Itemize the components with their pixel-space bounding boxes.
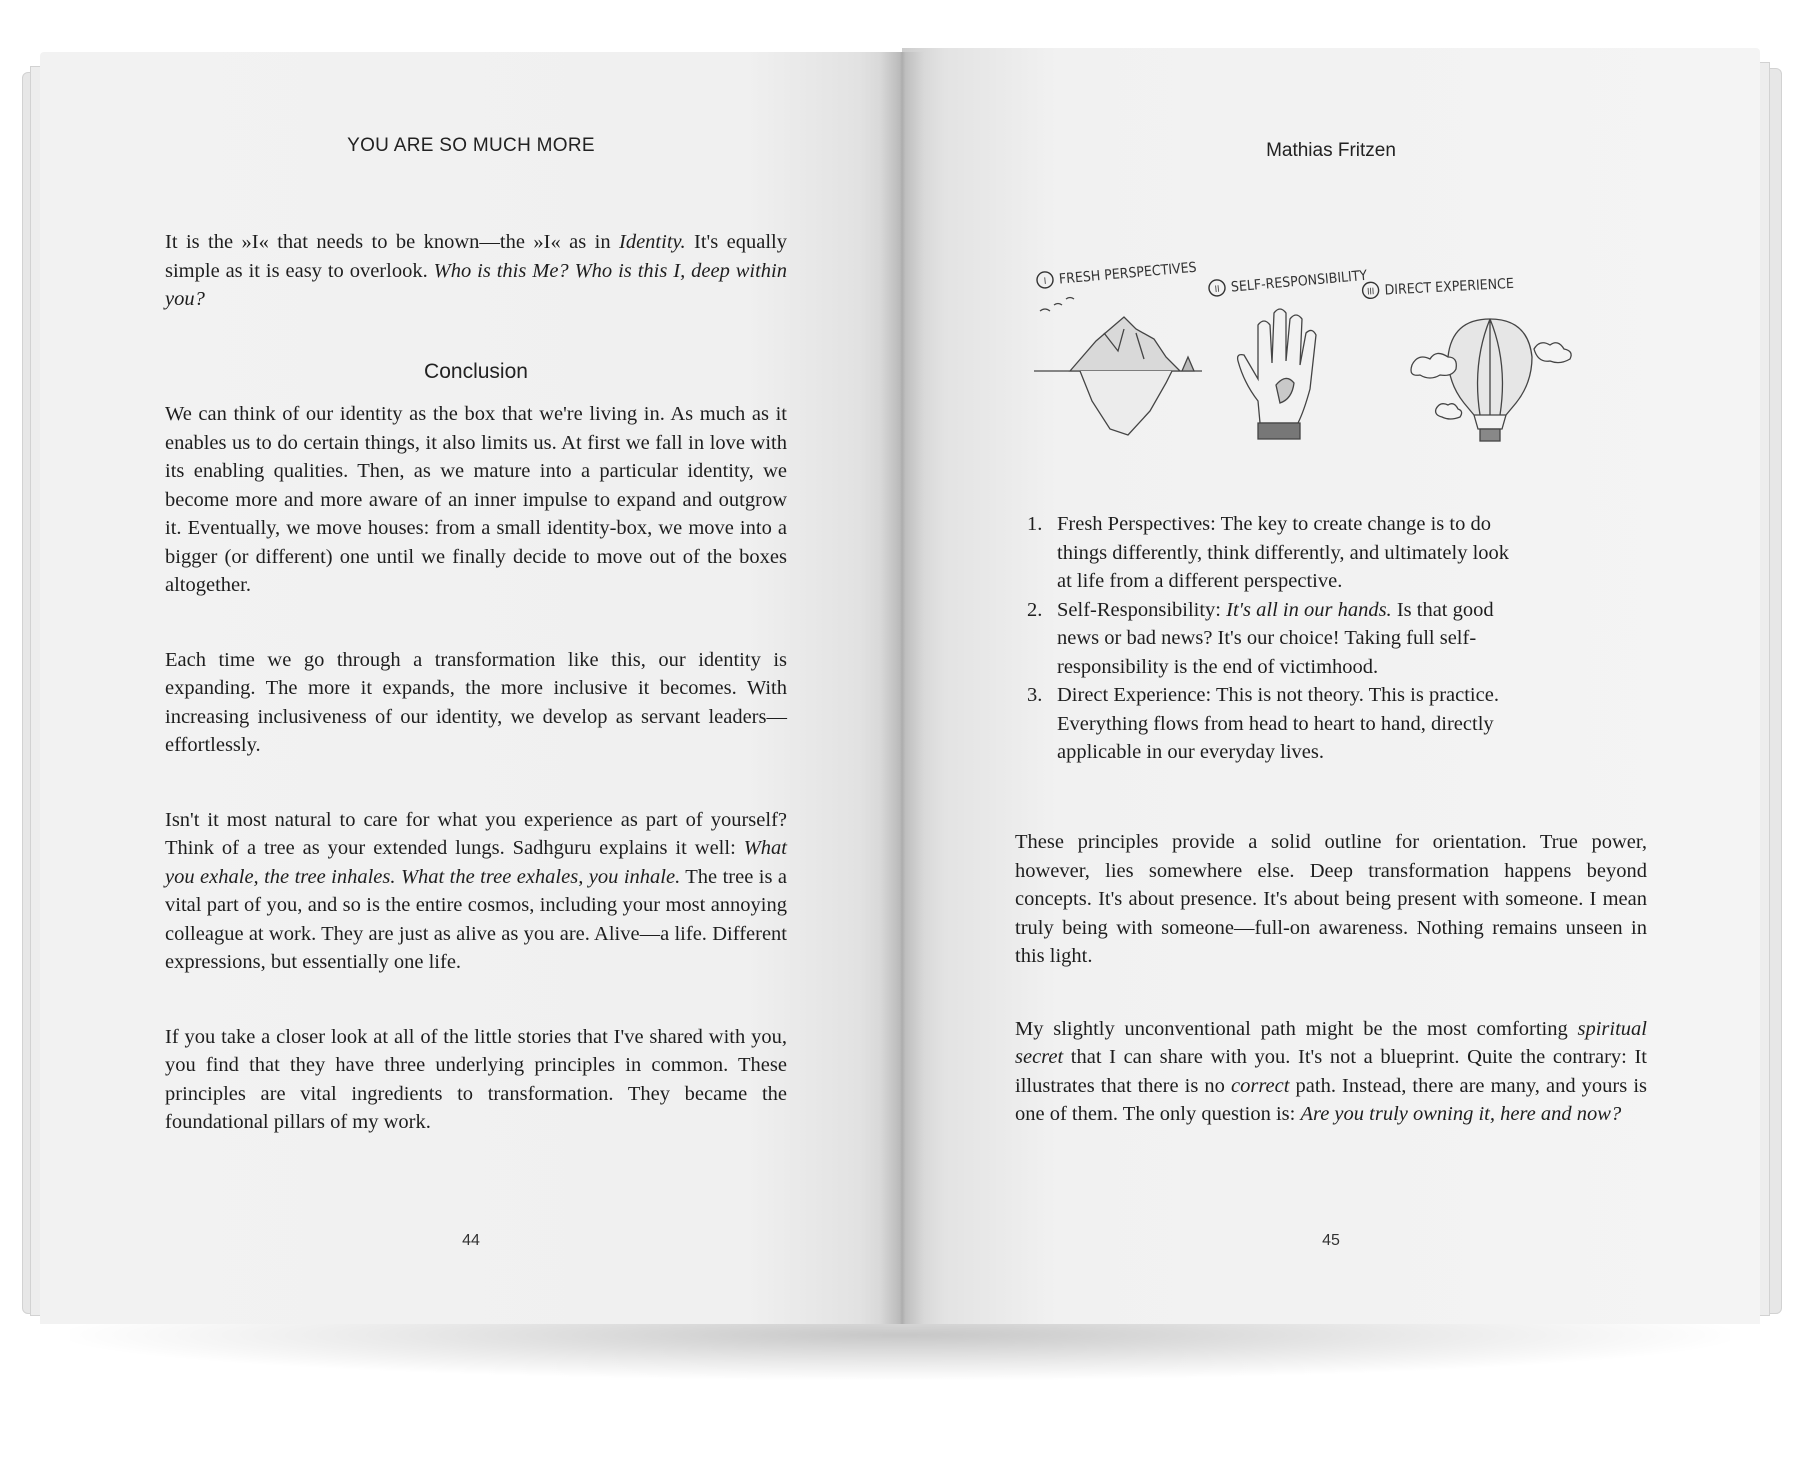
tree-italic-quote: What you exhale, the tree inhales. What the tree exhales, you inhale. bbox=[165, 837, 787, 888]
path-italic-correct: correct bbox=[1231, 1074, 1290, 1097]
label-2-text: SELF-RESPONSIBILITY bbox=[1230, 267, 1368, 296]
intro-italic-question: Who is this Me? Who is this I, deep within you? bbox=[165, 259, 787, 310]
three-principles-illustration bbox=[1032, 233, 1652, 463]
hot-air-balloon-icon bbox=[1411, 319, 1571, 441]
paragraph-principles: If you take a closer look at all of the little stories that I've shared with you, you find that they have three underlying principles in common. These principles are vital ingredients to transformation. They became the foundational pillars of my work. bbox=[165, 1025, 787, 1133]
tree-text-a: Isn't it most natural to care for what you experience as part of yourself? Think of a tree as your extended lungs. Sadhguru explains it well: bbox=[165, 808, 787, 859]
intro-text-c: It's equally simple as it is easy to overlook. bbox=[165, 231, 787, 282]
list-item bbox=[1015, 681, 1525, 767]
list-item-number: 2. bbox=[1027, 598, 1043, 621]
path-text-c: that I can share with you. It's not a blueprint. Quite the contrary: It illustrates that there is no bbox=[1015, 1046, 1647, 1097]
label-3-number: III bbox=[1366, 287, 1375, 298]
label-fresh-perspectives bbox=[1036, 259, 1197, 290]
label-1-number: I bbox=[1043, 276, 1047, 287]
label-direct-experience bbox=[1362, 275, 1514, 300]
label-3-text: DIRECT EXPERIENCE bbox=[1384, 275, 1515, 299]
label-2-number: II bbox=[1214, 284, 1220, 296]
running-head-left: YOU ARE SO MUCH MORE bbox=[347, 135, 595, 156]
list-item-text: Direct Experience: This is not theory. This is practice. Everything flows from head to heart to hand, directly applicable in our everyday lives. bbox=[1057, 684, 1499, 763]
page-number-right: 45 bbox=[1322, 1232, 1340, 1249]
path-italic-question: Are you truly owning it, here and now? bbox=[1300, 1103, 1622, 1125]
paragraph-transformation: Each time we go through a transformation like this, our identity is expanding. The more it expands, the more inclusive it becomes. With increasing inclusiveness of our identity, we develop as servant leaders—effortlessly. bbox=[165, 648, 787, 756]
book-gutter bbox=[880, 52, 924, 1324]
list-item-text-c: Is that good news or bad news? It's our choice! Taking full self-responsibility is the end of victimhood. bbox=[1057, 598, 1494, 678]
path-text-a: My slightly unconventional path might be the most comforting bbox=[1015, 1017, 1578, 1040]
list-item bbox=[1015, 510, 1525, 596]
list-item-text: Fresh Perspectives: The key to create change is to do things differently, think differently, and ultimately look at life from a different perspective. bbox=[1057, 513, 1510, 592]
list-item-text: Self-Responsibility: bbox=[1057, 598, 1227, 621]
paragraph-identity-box: We can think of our identity as the box that we're living in. As much as it enables us to do certain things, it also limits us. At first we fall in love with its enabling qualities. Then, as we mature into a particular identity, we become more and more aware of an inner impulse to expand and outgrow it. Eventually, we move houses: from a small identity-box, we move into a bigger (or different) one until we finally decide to move out of the boxes altogether. bbox=[165, 403, 787, 596]
path-italic-spiritual-secret: spiritual secret bbox=[1015, 1017, 1647, 1068]
list-item bbox=[1015, 596, 1525, 682]
principles-list bbox=[1015, 510, 1525, 767]
label-self-responsibility bbox=[1208, 267, 1368, 298]
hand-icon bbox=[1238, 309, 1316, 439]
list-item-number: 1. bbox=[1027, 513, 1043, 535]
paragraph-tree bbox=[165, 806, 787, 977]
list-item-italic: It's all in our hands. bbox=[1226, 598, 1392, 621]
right-page-body bbox=[1015, 828, 1647, 1175]
left-page bbox=[40, 52, 902, 1324]
intro-text-a: It is the »I« that needs to be known—the »I« as in bbox=[165, 231, 619, 253]
paragraph-presence: These principles provide a solid outline for orientation. True power, however, lies somewhere else. Deep transformation happens beyond concepts. It's about presence. It's about being present with someone. I mean truly being with someone—full-on awareness. Nothing remains unseen in this light. bbox=[1015, 831, 1647, 967]
running-head-right: Mathias Fritzen bbox=[1266, 140, 1396, 161]
right-page bbox=[902, 48, 1760, 1324]
list-item-number: 3. bbox=[1027, 684, 1043, 706]
intro-paragraph bbox=[165, 228, 787, 314]
conclusion-heading: Conclusion bbox=[424, 359, 528, 383]
tree-text-c: The tree is a vital part of you, and so is the entire cosmos, including your most annoying colleague at work. They are just as alive as you are. Alive—a life. Different expressions, but essentially one life. bbox=[165, 865, 787, 973]
path-text-e: path. Instead, there are many, and yours is one of them. The only question is: bbox=[1015, 1074, 1647, 1125]
intro-italic-identity: Identity. bbox=[619, 231, 686, 253]
iceberg-icon bbox=[1034, 298, 1202, 436]
label-1-text: FRESH PERSPECTIVES bbox=[1058, 259, 1198, 288]
page-number-left: 44 bbox=[462, 1232, 480, 1249]
paragraph-unconventional-path bbox=[1015, 1015, 1647, 1129]
left-page-body bbox=[165, 228, 787, 1183]
